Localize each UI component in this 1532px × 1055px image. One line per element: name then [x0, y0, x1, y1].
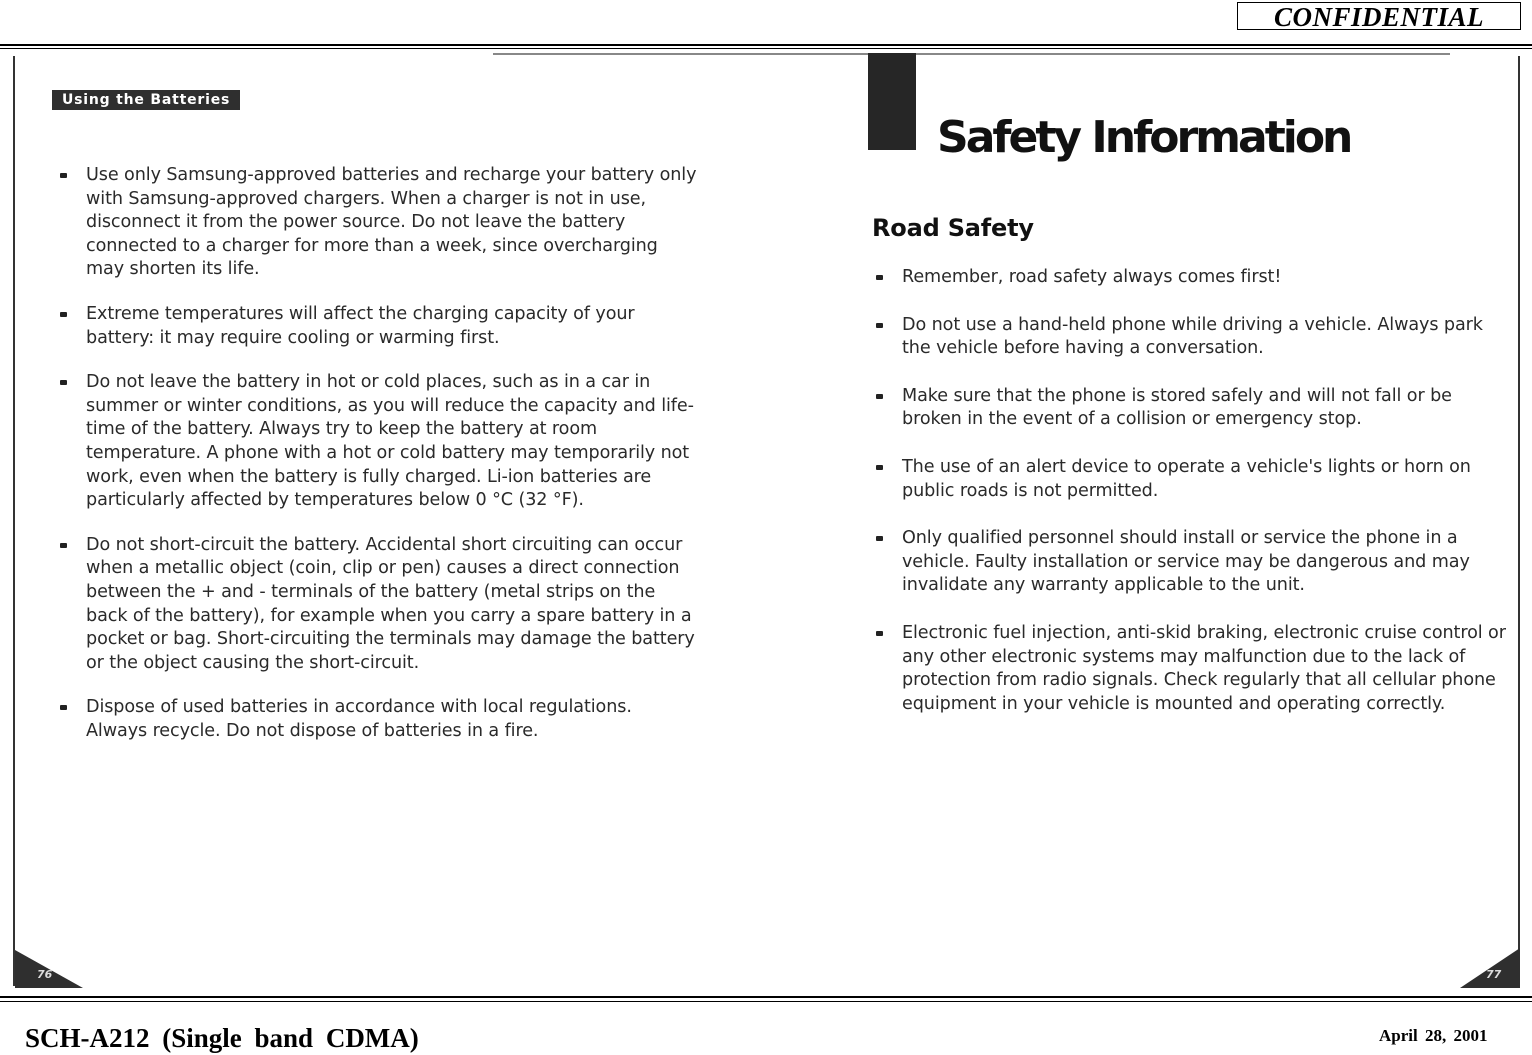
- list-item: Dispose of used batteries in accordance with local regulations. Always recycle. Do not dispose of batteries in a fire.: [58, 696, 698, 743]
- header-rule: [0, 44, 1532, 46]
- footer-rule-thin: [0, 1001, 1532, 1002]
- section-heading: Road Safety: [872, 214, 1034, 242]
- confidential-label: CONFIDENTIAL: [1237, 2, 1521, 30]
- header-rule-thin: [0, 48, 1532, 49]
- list-item: Remember, road safety always comes first!: [874, 266, 1514, 290]
- page-number-left: [15, 944, 85, 988]
- list-item: Use only Samsung-approved batteries and recharge your battery only with Samsung-approved chargers. When a charger is not in use, disconnect it from the power source. Do not leave the battery connected to a charger for more than a week, since overcharging may shorten its life.: [58, 164, 698, 282]
- top-page-rule: [493, 53, 1450, 55]
- date-label: April 28, 2001: [1379, 1026, 1488, 1045]
- page-number-right: [1460, 944, 1520, 988]
- list-item: The use of an alert device to operate a vehicle's lights or horn on public roads is not permitted.: [874, 456, 1514, 503]
- battery-bullet-list: [58, 164, 698, 743]
- right-page-edge: [1518, 56, 1520, 986]
- page-title: Safety Information: [937, 112, 1351, 163]
- chapter-bar: [868, 53, 916, 150]
- list-item: Do not use a hand-held phone while driving a vehicle. Always park the vehicle before having a conversation.: [874, 314, 1514, 361]
- list-item: Make sure that the phone is stored safely and will not fall or be broken in the event of a collision or emergency stop.: [874, 385, 1514, 432]
- list-item: Extreme temperatures will affect the charging capacity of your battery: it may require cooling or warming first.: [58, 303, 698, 350]
- page-corner-triangle-icon: [15, 944, 85, 988]
- model-label: SCH-A212 (Single band CDMA): [25, 1023, 419, 1053]
- page-number-text: 77: [1486, 968, 1502, 981]
- left-page-edge: [13, 56, 15, 986]
- list-item: Electronic fuel injection, anti-skid braking, electronic cruise control or any other electronic systems may malfunction due to the lack of protection from radio signals. Check regularly that all cellular phone equipment in your vehicle is mounted and operating correctly.: [874, 622, 1514, 716]
- list-item: Do not short-circuit the battery. Accidental short circuiting can occur when a metallic object (coin, clip or pen) causes a direct connection between the + and - terminals of the battery (metal strips on the back of the battery), for example when you carry a spare battery in a pocket or bag. Short-circuiting the terminals may damage the battery or the object causing the short-circuit.: [58, 534, 698, 676]
- road-safety-bullet-list: [874, 266, 1514, 716]
- list-item: Only qualified personnel should install or service the phone in a vehicle. Faulty installation or service may be dangerous and may invalidate any warranty applicable to the unit.: [874, 527, 1514, 598]
- page-number-text: 76: [37, 968, 53, 981]
- footer-rule: [0, 996, 1532, 998]
- page-corner-triangle-icon: [1460, 944, 1520, 988]
- list-item: Do not leave the battery in hot or cold places, such as in a car in summer or winter conditions, as you will reduce the capacity and life-time of the battery. Always try to keep the battery at room temperature. A phone with a hot or cold battery may temporarily not work, even when the battery is fully charged. Li-ion batteries are particularly affected by temperatures below 0 °C (32 °F).: [58, 371, 698, 513]
- section-tab: Using the Batteries: [52, 90, 240, 110]
